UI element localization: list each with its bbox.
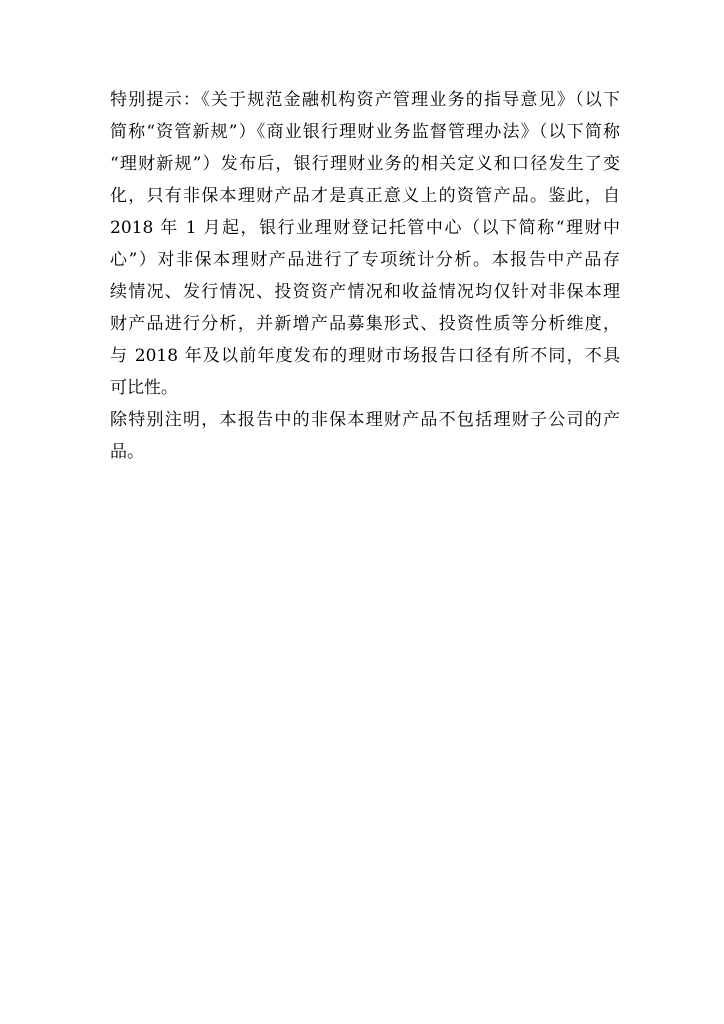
paragraph-2-line-1: 除特别注明，本报告中的非保本理财产品不包括理财子公司的产 [110,410,620,430]
paragraph-1-line-8: 财产品进行分析，并新增产品募集形式、投资性质等分析维度， [110,314,620,334]
paragraph-1-line-7: 续情况、发行情况、投资资产情况和收益情况均仅针对非保本理 [110,282,620,302]
notice-paragraph-1 [110,84,620,404]
paragraph-1-line-1: 特别提示：《关于规范金融机构资产管理业务的指导意见》（以下 [110,90,620,110]
paragraph-2-line-2: 品。 [110,442,144,462]
notice-text-block [110,84,620,468]
paragraph-1-line-4: 化，只有非保本理财产品才是真正意义上的资管产品。鉴此，自 [110,186,620,206]
paragraph-1-line-10: 可比性。 [110,378,178,398]
paragraph-1-line-5: 2018 年 1 月起，银行业理财登记托管中心（以下简称“理财中 [110,218,620,238]
paragraph-1-line-3: “理财新规”）发布后，银行理财业务的相关定义和口径发生了变 [110,154,620,174]
paragraph-1-line-9: 与 2018 年及以前年度发布的理财市场报告口径有所不同，不具 [110,346,620,366]
paragraph-1-line-6: 心”）对非保本理财产品进行了专项统计分析。本报告中产品存 [110,250,620,270]
notice-paragraph-2 [110,404,620,468]
paragraph-1-line-2: 简称“资管新规”）《商业银行理财业务监督管理办法》（以下简称 [110,122,620,142]
